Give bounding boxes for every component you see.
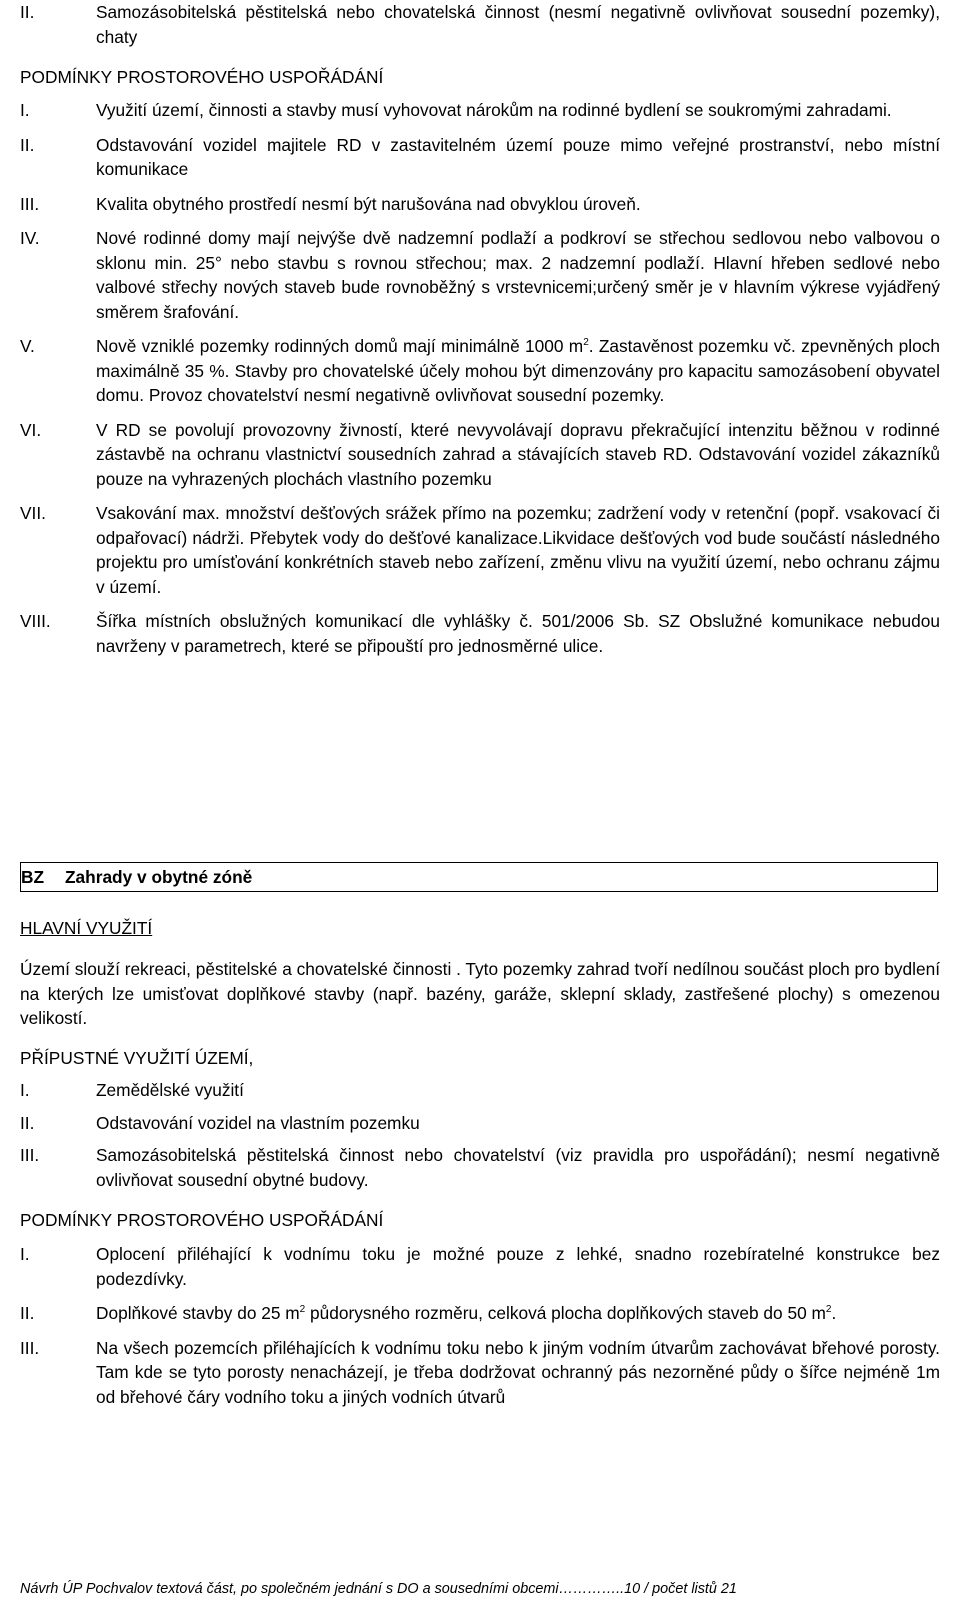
item-number: II. [20,134,35,155]
page-footer: Návrh ÚP Pochvalov textová část, po společném jednání s DO a sousedními obcemi…………..10 / počet listů 21 [20,1581,737,1597]
list-item [20,98,940,123]
item-number: II. [20,1303,35,1323]
list-item [20,334,940,408]
item-text: Samozásobitelská pěstitelská činnost nebo chovatelství (viz pravidla pro uspořádání); nesmí negativně ovlivňovat sousední obytné budovy. [96,1145,940,1190]
item-text: Nově vzniklé pozemky rodinných domů mají minimálně 1000 $m^2$. Zastavěnost pozemku vč. zpevněných ploch maximálně 35 %. Stavby pro chovatelské účely mohou být dimenzovány pro kapacitu samozásobení obyvatel domu. Provoz chovatelství nesmí negativně ovlivňovat sousední pozemky. [96,336,940,405]
list-item [20,1143,940,1192]
list-item [20,609,940,658]
section-heading: PODMÍNKY PROSTOROVÉHO USPOŘÁDÁNÍ [20,1210,384,1230]
item-number: II. [20,1112,35,1133]
list-item [20,1078,940,1103]
list-item [20,133,940,182]
item-text: Odstavování vozidel na vlastním pozemku [96,1112,420,1133]
item-text: V RD se povolují provozovny živností, které nevyvolávají dopravu překračující intenzitu běžnou v rodinné zástavbě na ochranu vlastnictví sousedních zahrad a stávajících staveb RD. Odstavování vozidel zákazníků pouze na vyhrazených plochách vlastního pozemku [96,419,940,489]
item-text: Využití území, činnosti a stavby musí vyhovovat nárokům na rodinné bydlení se soukromými zahradami. [96,100,892,120]
item-text: Oplocení přiléhající k vodnímu toku je možné pouze z lehké, snadno rozebíratelné konstrukce bez podezdívky. [96,1244,940,1289]
permitted-list [20,1078,940,1192]
zone-title: Zahrady v obytné zóně [65,867,253,887]
item-text: Doplňkové stavby do 25 $m^2$ půdorysného rozměru, celková plocha doplňkových staveb do 50 $m^2$. [96,1303,837,1323]
zone-code: BZ [21,867,45,887]
item-number: V. [20,336,35,356]
item-text: Vsakování max. množství dešťových srážek přímo na pozemku; zadržení vody v retenční (popř. vsakovací či odpařovací) nádrži. Přebytek vody do dešťové kanalizace.Likvidace dešťových vod bude součástí následného projektu pro umísťování konkrétních staveb nebo zařízení, změnu vlivu na využití území, nebo ochranu zájmu v území. [96,503,940,597]
list-item [20,418,940,492]
list-item [20,1111,940,1136]
item-number: VIII. [20,611,51,631]
item-text: Šířka místních obslužných komunikací dle vyhlášky č. 501/2006 Sb. SZ Obslužné komunikace nebudou navrženy v parametrech, které se připouští pro jednosměrné ulice. [96,611,940,656]
item-number: II. [20,2,35,22]
item-number: I. [20,100,30,120]
item-number: III. [20,193,40,214]
section-heading: PODMÍNKY PROSTOROVÉHO USPOŘÁDÁNÍ [20,67,384,87]
main-use-text: Území slouží rekreaci, pěstitelské a chovatelské činnosti . Tyto pozemky zahrad tvoří nedílnou součást ploch pro bydlení na kterých lze umisťovat doplňkové stavby (např. bazény, garáže, sklepní sklady, zastřešené plochy) s omezenou velikostí. [20,959,940,1028]
permitted-heading: PŘÍPUSTNÉ VYUŽITÍ ÚZEMÍ, [20,1048,254,1068]
item-text: Samozásobitelská pěstitelská nebo chovatelská činnost (nesmí negativně ovlivňovat sousední pozemky), chaty [96,2,940,47]
item-text: Zemědělské využití [96,1080,244,1100]
list-item [20,192,940,217]
item-text: Nové rodinné domy mají nejvýše dvě nadzemní podlaží a podkroví se střechou sedlovou nebo valbovou o sklonu min. 25° nebo stavbu s rovnou střechou; max. 2 nadzemní podlaží. Hlavní hřeben sedlové nebo valbové střechy nových staveb bude rovnoběžný s vrstevnicemi;určený směr je v hlavním výkrese vyjádřený směrem šrafování. [96,228,940,322]
list-item [20,501,940,599]
main-use-heading: HLAVNÍ VYUŽITÍ [20,918,153,938]
list-item [20,226,940,324]
section1-list [20,98,940,658]
item-number: I. [20,1080,30,1100]
item-number: VII. [20,503,46,523]
item-number: VI. [20,419,42,440]
item-text: Na všech pozemcích přiléhajících k vodnímu toku nebo k jiným vodním útvarům zachovávat břehové porosty. Tam kde se tyto porosty nenacházejí, je třeba dodržovat ochranný pás nezorněné půdy o šířce nejméně 1m od břehové čáry vodního toku a jiných vodních útvarů [96,1337,940,1407]
section2-list [20,1242,940,1409]
list-item [20,1242,940,1291]
item-text: Odstavování vozidel majitele RD v zastavitelném území pouze mimo veřejné prostranství, nebo místní komunikace [96,134,940,179]
item-text: Kvalita obytného prostředí nesmí být narušována nad obvyklou úroveň. [96,193,641,214]
list-item [20,1336,940,1410]
list-item [20,0,940,49]
item-number: III. [20,1145,40,1165]
item-number: III. [20,1337,40,1358]
list-item [20,1301,940,1326]
item-number: IV. [20,228,40,248]
zone-title-box [20,862,938,892]
item-number: I. [20,1244,30,1264]
